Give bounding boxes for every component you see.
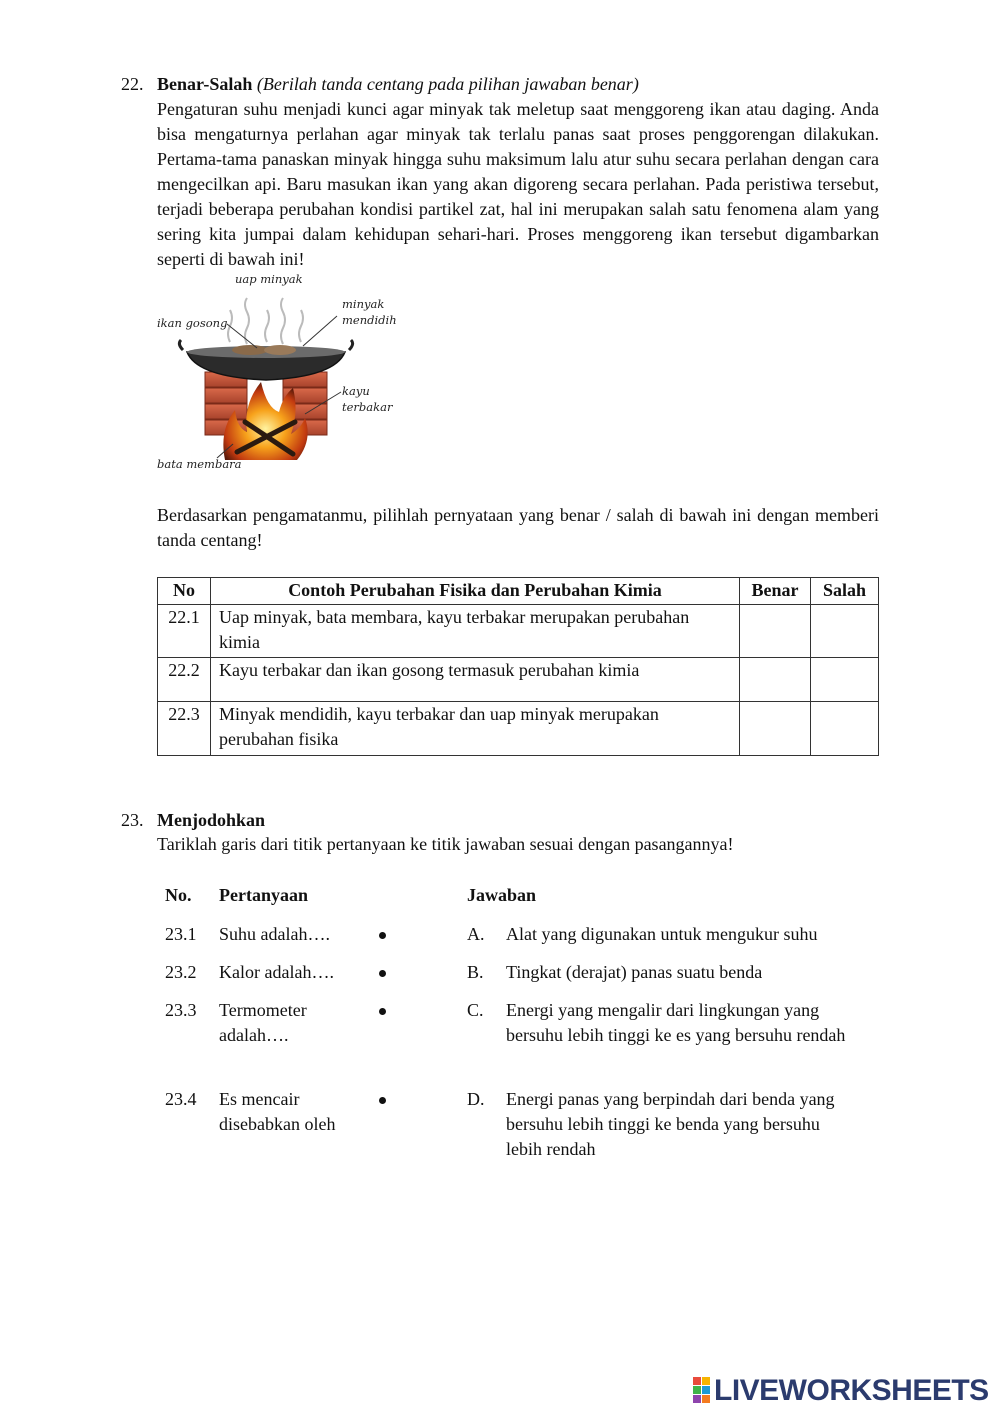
question-dot-23-3[interactable] (379, 1008, 386, 1015)
row-statement: Kayu terbakar dan ikan gosong termasuk perubahan kimia (210, 658, 739, 702)
true-checkbox-22-1[interactable] (740, 605, 811, 658)
answer-letter: C. (467, 1000, 484, 1020)
burnt-fish (232, 345, 268, 355)
q22-prompt: Berdasarkan pengamatanmu, pilihlah pernyataan yang benar / salah di bawah ini dengan memberi tanda centang! (157, 505, 879, 550)
row-number: 22.1 (158, 605, 211, 658)
false-checkbox-22-3[interactable] (811, 702, 879, 756)
match-header-no: No. (165, 885, 192, 905)
table-row (158, 702, 879, 756)
question-number: 23.2 (165, 962, 197, 982)
label-steam: uap minyak (235, 272, 303, 286)
q22-paragraph: Pengaturan suhu menjadi kunci agar minyak tak meletup saat menggoreng ikan atau daging. Anda bisa mengaturnya perlahan agar minyak tak terlalu panas saat proses penggorengan dilakukan. Pertama-tama panaskan minyak hingga suhu maksimum lalu atur suhu secara perlahan dengan cara mengecilkan api. Baru masukan ikan yang akan digoreng secara perlahan. Pada peristiwa tersebut, terjadi beberapa perubahan kondisi partikel zat, hal ini merupakan salah satu fenomena alam yang sering kita jumpai dalam kehidupan sehari-hari. Proses menggoreng ikan tersebut digambarkan seperti di bawah ini! (157, 99, 879, 269)
logo-square-icon (702, 1386, 710, 1394)
row-number: 22.3 (158, 702, 211, 756)
steam-wisps (228, 298, 303, 344)
logo-square-icon (693, 1395, 701, 1403)
q23-title: Menjodohkan (157, 810, 266, 830)
table-row (158, 658, 879, 702)
question-number: 23.1 (165, 924, 197, 944)
q22-number: 22. (121, 74, 144, 94)
q22-title: Benar-Salah (157, 74, 253, 94)
question-text: Termometer adalah…. (219, 1000, 307, 1045)
logo-text: LIVEWORKSHEETS (714, 1373, 989, 1407)
question-number: 23.3 (165, 1000, 197, 1020)
false-checkbox-22-1[interactable] (811, 605, 879, 658)
true-checkbox-22-2[interactable] (740, 658, 811, 702)
match-header-question: Pertanyaan (219, 885, 308, 905)
q22-heading (157, 72, 879, 97)
answer-letter: B. (467, 962, 484, 982)
answer-text-a[interactable]: Alat yang digunakan untuk mengukur suhu (506, 924, 818, 944)
answer-text-b[interactable]: Tingkat (derajat) panas suatu benda (506, 962, 763, 982)
question-dot-23-4[interactable] (379, 1097, 386, 1104)
logo-square-icon (693, 1386, 701, 1394)
label-wood-1: kayu (342, 384, 370, 398)
logo-square-icon (702, 1395, 710, 1403)
q22-instruction: (Berilah tanda centang pada pilihan jawaban benar) (256, 74, 639, 94)
logo-square-icon (702, 1377, 710, 1385)
row-number: 22.2 (158, 658, 211, 702)
question-text: Suhu adalah…. (219, 924, 330, 944)
question-text: Es mencair disebabkan oleh (219, 1089, 336, 1134)
frying-illustration-svg (155, 272, 405, 472)
frying-fish-illustration (155, 272, 405, 472)
match-header-answer: Jawaban (467, 885, 537, 905)
answer-text-d[interactable]: Energi panas yang berpindah dari benda yang bersuhu lebih tinggi ke benda yang bersuhu lebih rendah (506, 1089, 835, 1159)
label-wood-2: terbakar (342, 400, 393, 414)
header-statement: Contoh Perubahan Fisika dan Perubahan Kimia (210, 578, 739, 605)
answer-text-c[interactable]: Energi yang mengalir dari lingkungan yang bersuhu lebih tinggi ke es yang bersuhu rendah (506, 1000, 846, 1045)
question-text: Kalor adalah…. (219, 962, 334, 982)
answer-letter: A. (467, 924, 485, 944)
liveworksheets-logo (693, 1374, 989, 1406)
header-false: Salah (811, 578, 879, 605)
label-fish: ikan gosong (157, 316, 228, 330)
true-checkbox-22-3[interactable] (740, 702, 811, 756)
label-oil-2: mendidih (342, 313, 397, 327)
question-number: 23.4 (165, 1089, 197, 1109)
header-no: No (158, 578, 211, 605)
q23-instruction: Tariklah garis dari titik pertanyaan ke titik jawaban sesuai dengan pasangannya! (157, 834, 734, 854)
answer-letter: D. (467, 1089, 485, 1109)
row-statement: Minyak mendidih, kayu terbakar dan uap minyak merupakan perubahan fisika (210, 702, 739, 756)
bricks-left (205, 372, 247, 435)
question-dot-23-1[interactable] (379, 932, 386, 939)
table-header-row (158, 578, 879, 605)
logo-grid-icon (693, 1377, 710, 1403)
table-row (158, 605, 879, 658)
false-checkbox-22-2[interactable] (811, 658, 879, 702)
true-false-table (157, 577, 879, 756)
header-true: Benar (740, 578, 811, 605)
logo-square-icon (693, 1377, 701, 1385)
label-oil-1: minyak (342, 297, 385, 311)
label-brick: bata membara (157, 457, 242, 471)
question-dot-23-2[interactable] (379, 970, 386, 977)
row-statement: Uap minyak, bata membara, kayu terbakar merupakan perubahan kimia (210, 605, 739, 658)
q23-number: 23. (121, 810, 144, 830)
